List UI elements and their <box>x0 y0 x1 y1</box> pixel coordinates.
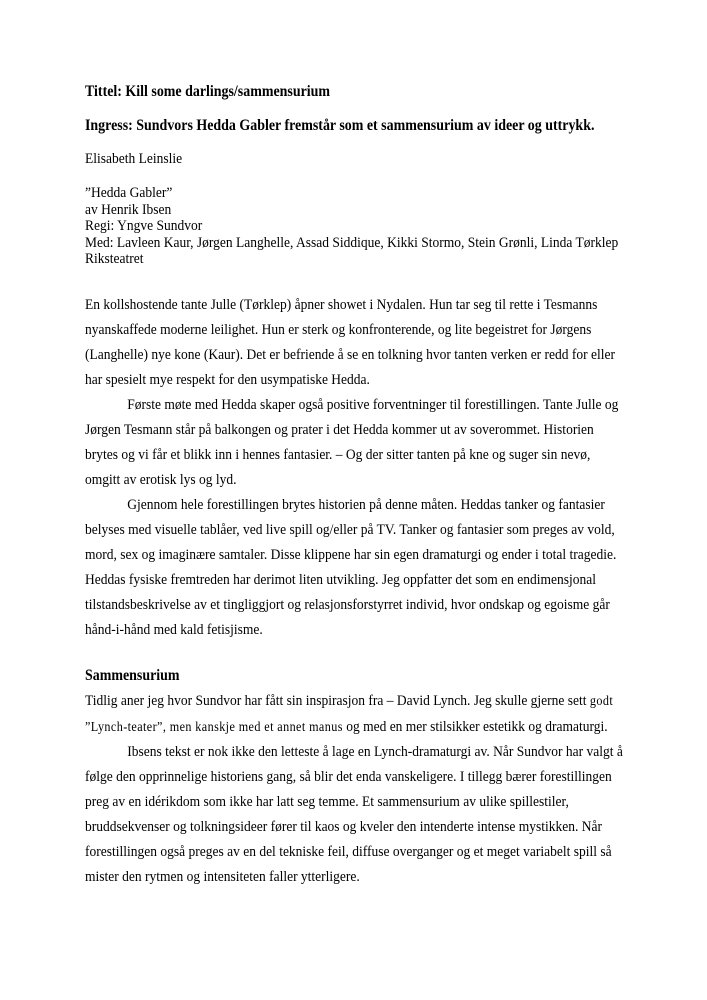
paragraph <box>85 293 623 393</box>
text-run: og med en mer stilsikker estetikk og dramaturgi. <box>342 718 608 735</box>
paragraph <box>85 740 623 890</box>
section-body <box>85 688 623 890</box>
text-run: Gjennom hele forestillingen brytes historien på denne måten. Heddas tanker og fantasier belyses med visuelle tablåer, ved live spill og/eller på TV. Tanker og fantasier som preges av vold, mord, sex og imaginære samtaler. Disse klippene har sin egen dramaturgi og ender i total tragedie. Heddas fysiske fremtreden har derimot liten utvikling. Jeg oppfatter det som en endimensjonal tilstandsbeskrivelse av et tingliggjort og relasjonsforstyrret individ, hvor ondskap og egoisme går hånd-i-hånd med kald fetisjisme. <box>85 496 617 638</box>
document-content <box>85 83 623 890</box>
credit-line: av Henrik Ibsen <box>85 201 172 218</box>
paragraph <box>85 493 623 643</box>
credit-line: Regi: Yngve Sundvor <box>85 218 203 234</box>
document-ingress: Ingress: Sundvors Hedda Gabler fremstår som et sammensurium av ideer og uttrykk. <box>85 117 595 134</box>
text-run: En kollshostende tante Julle (Tørklep) åpner showet i Nydalen. Hun tar seg til rette i Tesmanns nyanskaffede moderne leilighet. Hun er sterk og konfronterende, og lite begeistret for Jørgens (Langhelle) nye kone (Kaur). Det er befriende å se en tolkning hvor tanten verken er redd for eller har spesielt mye respekt for den usympatiske Hedda. <box>85 296 616 388</box>
credit-line: ”Hedda Gabler” <box>85 185 173 201</box>
review-body <box>85 293 623 643</box>
text-run: Ibsens tekst er nok ikke den letteste å lage en Lynch-dramaturgi av. Når Sundvor har valgt å følge den opprinnelige historiens gang, så blir det enda vanskeligere. I tillegg bærer forestillingen preg av en idérikdom som ikke har latt seg temme. Et sammensurium av ulike spillestiler, bruddsekvenser og tolkningsideer fører til kaos og kveler den intenderte intense mystikken. Når forestillingen også preges av en del tekniske feil, diffuse overganger og et meget variabelt spill så mister den rytmen og intensiteten faller ytterligere. <box>85 743 623 885</box>
paragraph <box>85 393 623 493</box>
text-run: Tidlig aner jeg hvor Sundvor har fått sin inspirasjon fra – David Lynch. Jeg skulle gjerne sett <box>85 692 590 709</box>
credit-line: Riksteatret <box>85 251 144 267</box>
alt-font-text-run: godt ”Lynch-teater”, men kanskje med et annet manus <box>85 692 614 734</box>
section-heading: Sammensurium <box>85 666 180 684</box>
credit-line: Med: Lavleen Kaur, Jørgen Langhelle, Assad Siddique, Kikki Stormo, Stein Grønli, Linda Tørklep <box>85 234 619 251</box>
byline: Elisabeth Leinslie <box>85 151 183 167</box>
text-run: Første møte med Hedda skaper også positive forventninger til forestillingen. Tante Julle og Jørgen Tesmann står på balkongen og prater i det Hedda kommer ut av soverommet. Historien brytes og vi får et blikk inn i hennes fantasier. – Og der sitter tanten på kne og suger sin nevø, omgitt av erotisk lys og lyd. <box>85 396 619 488</box>
paragraph <box>85 688 623 740</box>
credits-block <box>85 185 623 268</box>
document-title: Tittel: Kill some darlings/sammensurium <box>85 83 331 100</box>
